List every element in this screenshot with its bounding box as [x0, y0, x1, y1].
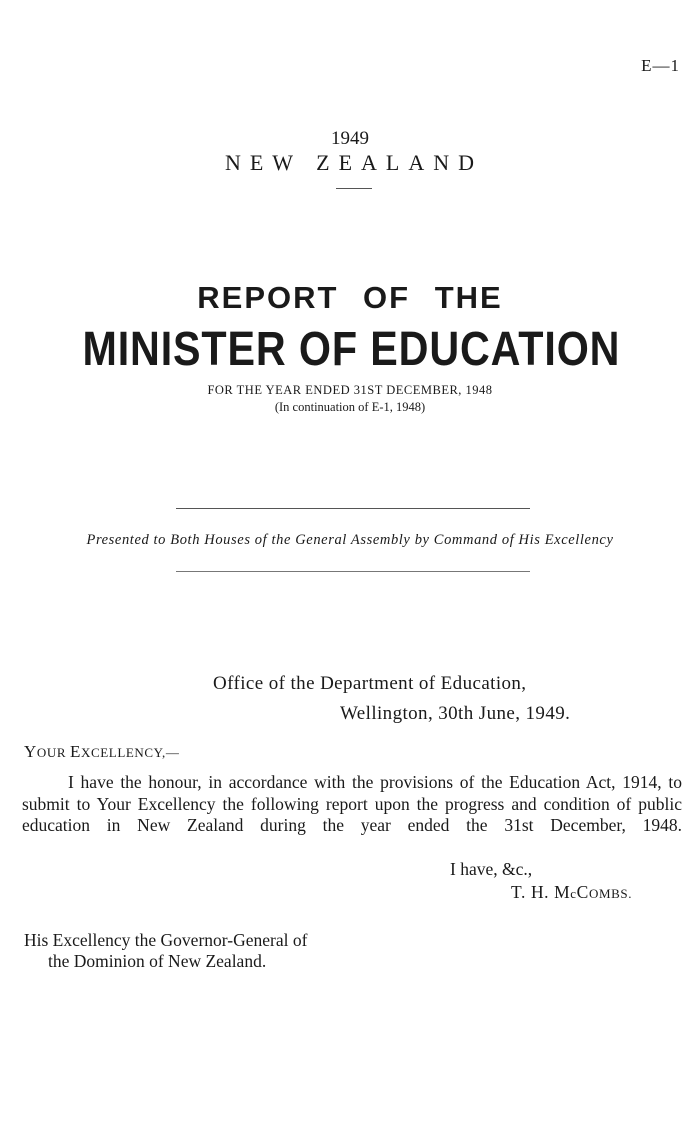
salutation-rest-2: XCELLENCY,— — [80, 745, 180, 760]
letter-salutation — [24, 742, 179, 762]
paper-reference: E—1 — [641, 56, 680, 75]
salutation-initial-1: Y — [24, 742, 37, 761]
report-continuation: (In continuation of E-1, 1948) — [274, 400, 426, 414]
report-period: FOR THE YEAR ENDED 31ST DECEMBER, 1948 — [207, 383, 493, 397]
short-divider — [336, 188, 372, 189]
addressee-line1: His Excellency the Governor-General of — [24, 930, 308, 950]
letter-addressee — [24, 930, 307, 972]
letter-office: Office of the Department of Education, — [213, 673, 527, 694]
letter-paragraph: I have the honour, in accordance with the provisions of the Education Act, 1914, to submit to Your Excellency the following report upon the progress and condition of public education in New Zealand during the year ended the 31st December, 1948. — [22, 772, 682, 835]
lower-divider — [176, 571, 530, 572]
salutation-initial-2: E — [70, 742, 81, 761]
letter-signature — [511, 882, 632, 903]
upper-divider — [176, 508, 530, 509]
letter-closing: I have, &c., — [450, 859, 533, 879]
letter-place-date: Wellington, 30th June, 1949. — [340, 703, 571, 724]
signature-rest: OMBS. — [588, 886, 633, 901]
document-year: 1949 — [331, 128, 369, 149]
presentation-line: Presented to Both Houses of the General Assembly by Command of His Excellency — [86, 532, 614, 548]
letter-body — [22, 772, 682, 858]
signature-initial: C — [576, 882, 589, 902]
signature-prefix: T. H. M — [511, 882, 571, 902]
salutation-rest-1: OUR — [36, 745, 70, 760]
country-heading: NEW ZEALAND — [224, 150, 484, 175]
signature-c: c — [570, 886, 577, 901]
report-title-line2: MINISTER OF EDUCATION — [82, 323, 621, 376]
addressee-line2: the Dominion of New Zealand. — [48, 951, 267, 971]
report-title-line1: REPORT OF THE — [197, 280, 503, 315]
